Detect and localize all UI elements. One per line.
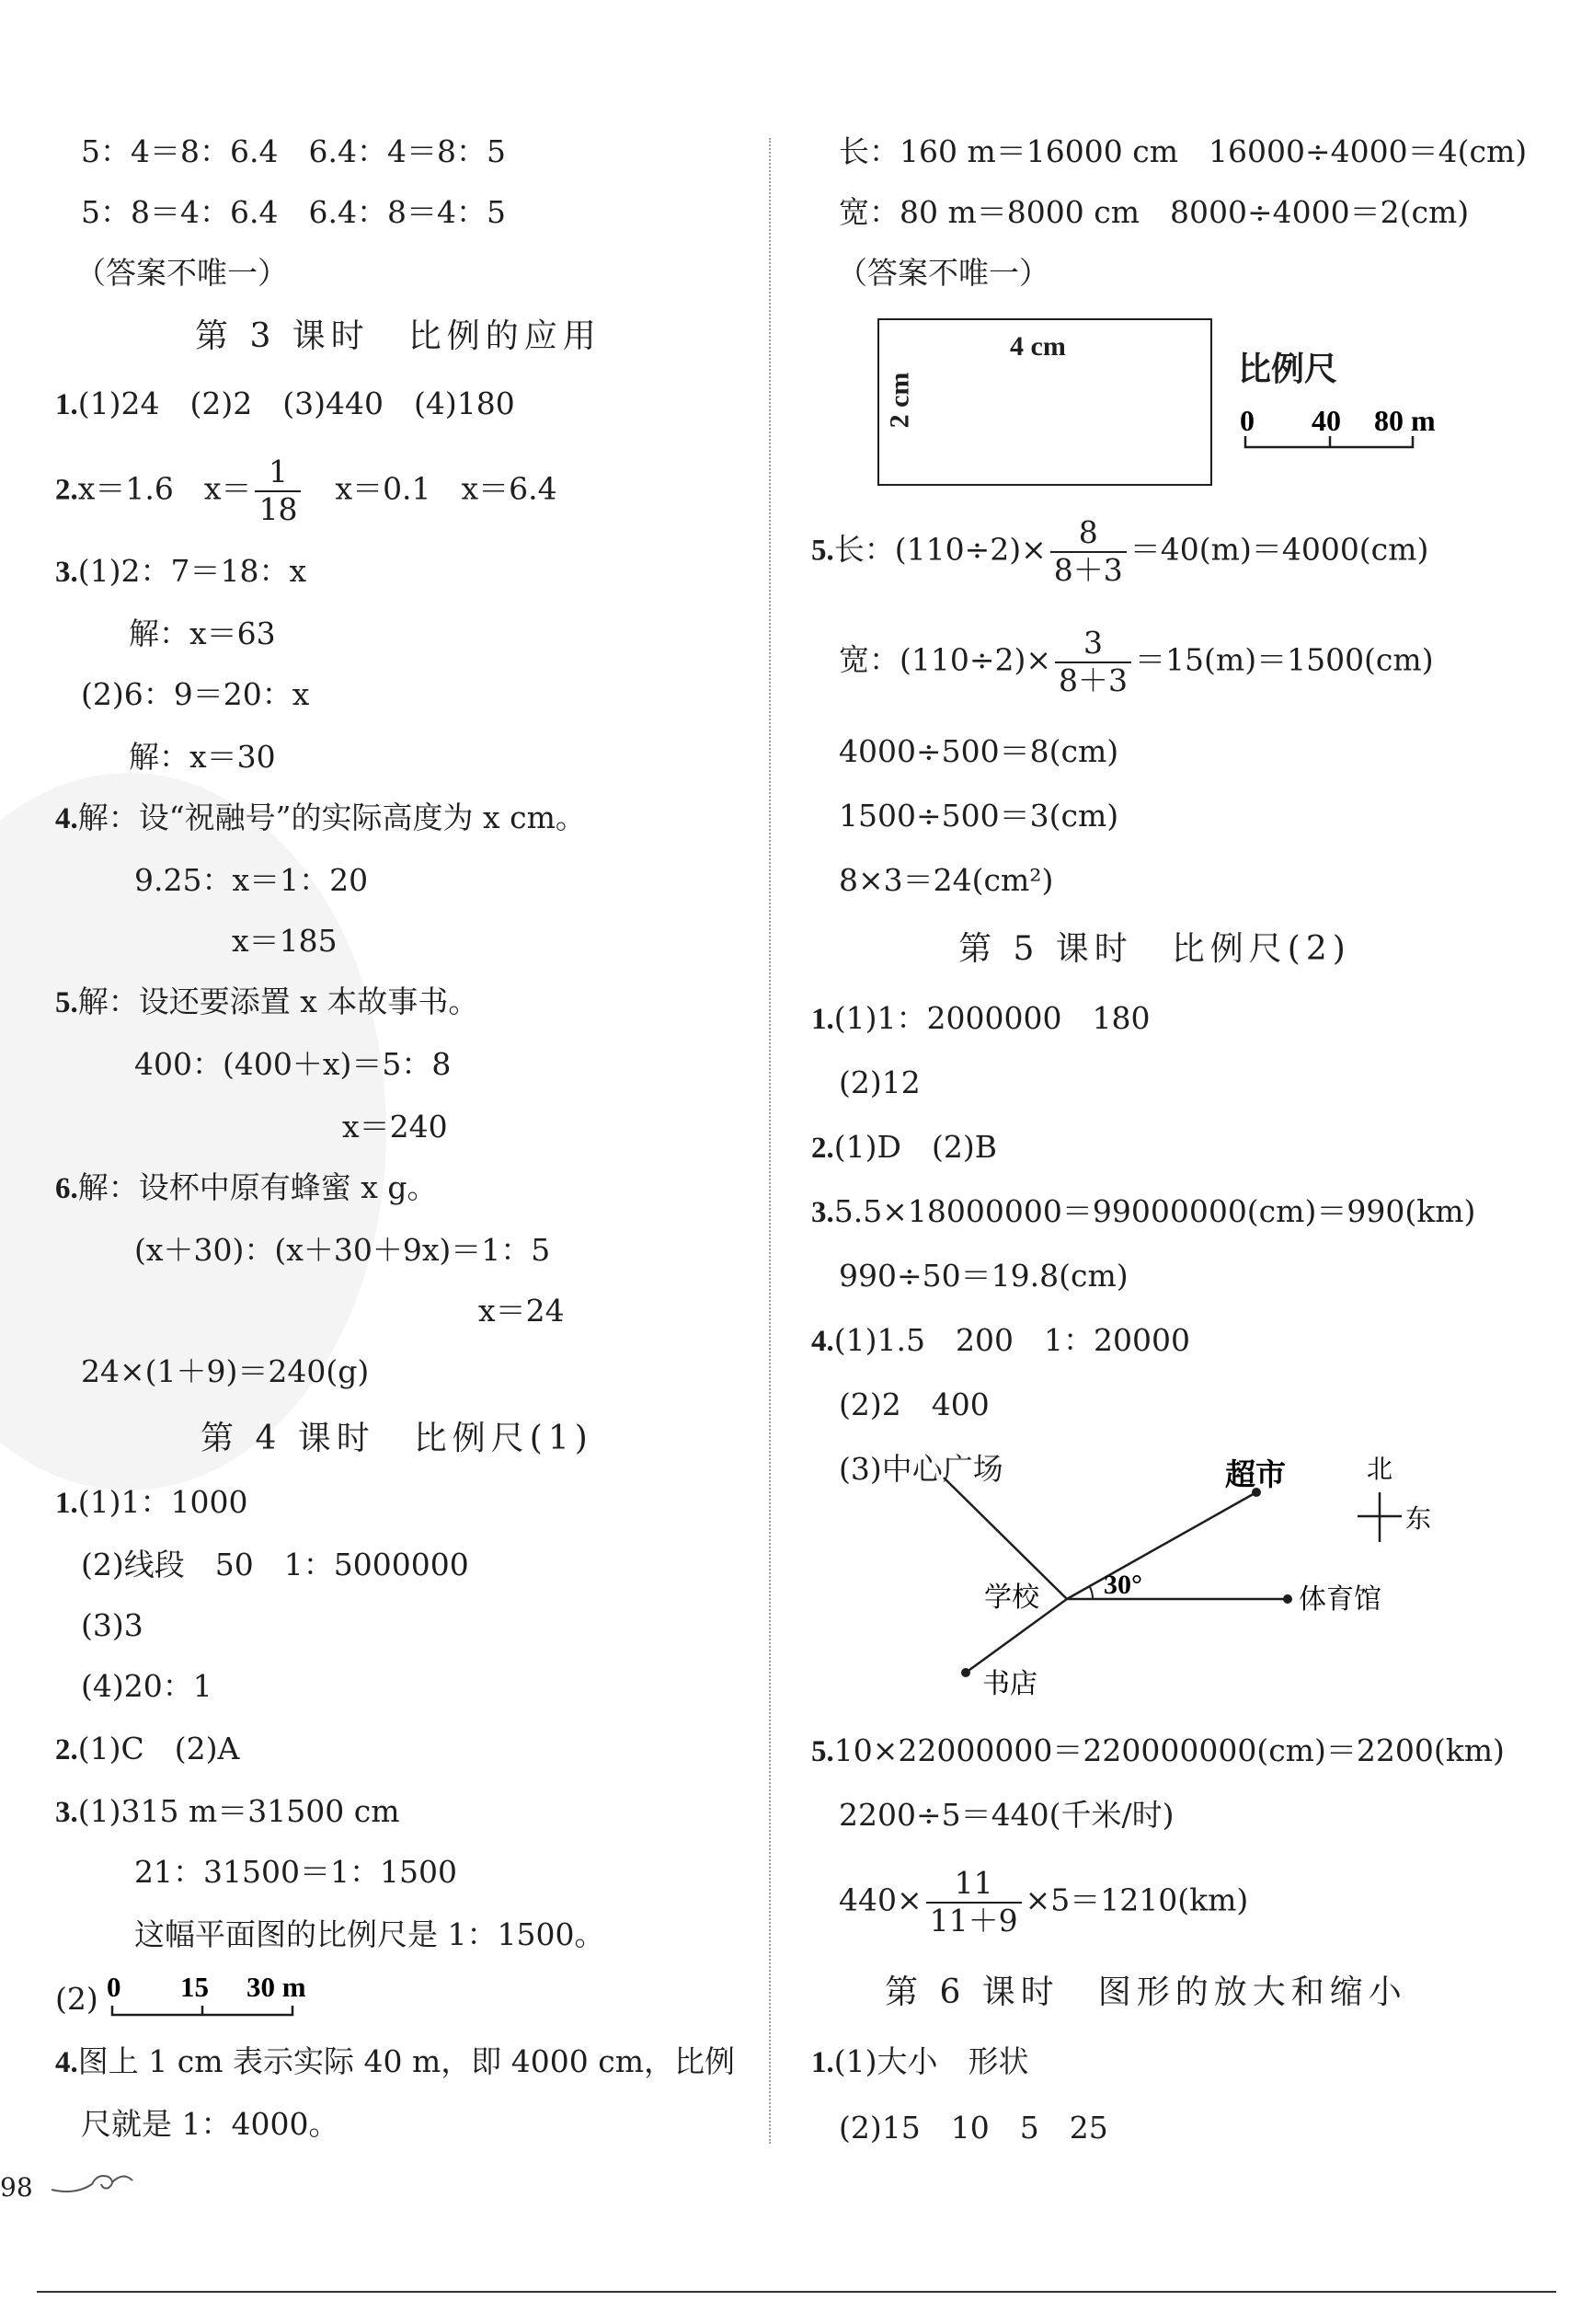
- question-number: 2.: [55, 1733, 78, 1766]
- answer-text: ＝15(m)＝1500(cm): [1135, 641, 1434, 678]
- answer-line: x＝240: [342, 1109, 448, 1145]
- bookstore-label: 书店: [982, 1668, 1037, 1700]
- ratio-line-1: 5：4＝8：6.4 6.4：4＝8：5: [81, 133, 506, 169]
- question-number: 4.: [55, 802, 78, 835]
- lesson4-question-4: [55, 2043, 735, 2079]
- lesson6-title: 第 6 课时 图形的放大和缩小: [885, 1973, 1407, 2011]
- question-3: [55, 553, 307, 589]
- answer-line: 8×3＝24(cm²): [839, 862, 1054, 898]
- answer-line: x＝24: [478, 1293, 565, 1329]
- question-number: 3.: [55, 1796, 78, 1829]
- question-number: 1.: [811, 2046, 834, 2079]
- fraction-denominator: 8＋3: [1059, 662, 1129, 698]
- question-number: 3.: [811, 1196, 834, 1229]
- path-to-supermarket: [1067, 1492, 1256, 1599]
- note-not-unique: （答案不唯一）: [837, 255, 1049, 291]
- answer-line: 解：x＝63: [129, 616, 276, 651]
- question-number: 5.: [55, 986, 78, 1019]
- answer-text: 解：设杯中原有蜂蜜 x g。: [77, 1169, 438, 1205]
- right-question-5b: [839, 627, 1434, 696]
- lesson5-question-5: [811, 1732, 1505, 1768]
- fraction: [1050, 514, 1127, 588]
- fraction: [1055, 627, 1131, 696]
- answer-line: (2)15 10 5 25: [839, 2110, 1108, 2146]
- answer-text: (1)D (2)B: [833, 1129, 997, 1165]
- answer-line: 1500÷500＝3(cm): [839, 798, 1119, 834]
- question-number: 1.: [811, 1003, 834, 1036]
- question-5: [55, 986, 478, 1018]
- lesson6-question-1: [811, 2043, 1029, 2079]
- scale-tick-label: 0: [1240, 404, 1255, 437]
- question-number: 1.: [55, 388, 78, 421]
- fraction: [926, 1865, 1022, 1939]
- answer-text: (1)1：2000000 180: [833, 1000, 1151, 1036]
- answer-text: (1)大小 形状: [833, 2043, 1029, 2079]
- gym-point: [1283, 1594, 1292, 1604]
- answer-text: ×5＝1210(km): [1025, 1881, 1249, 1918]
- question-number: 4.: [55, 2046, 78, 2079]
- answer-line: (3)中心广场: [839, 1451, 1003, 1487]
- question-6: [55, 1169, 438, 1205]
- answer-text: 长：(110÷2)×: [833, 531, 1047, 568]
- rectangle-length-label: 4 cm: [1010, 331, 1066, 362]
- question-number: 1.: [55, 1487, 78, 1520]
- fraction-denominator: 11＋9: [929, 1902, 1018, 1939]
- scale-bar-line: [112, 2006, 292, 2015]
- answer-text: 5.5×18000000＝99000000(cm)＝990(km): [833, 1193, 1476, 1229]
- answer-line-fraction: [839, 1865, 1249, 1939]
- fraction-numerator: 8: [1050, 517, 1127, 553]
- answer-line: 21：31500＝1：1500: [134, 1854, 457, 1890]
- answer-line: 这幅平面图的比例尺是 1：1500。: [134, 1916, 605, 1952]
- location-map: [828, 1444, 1472, 1711]
- lesson5-question-3: [811, 1193, 1476, 1229]
- lesson4-question-3: [55, 1793, 400, 1829]
- note-not-unique: （答案不唯一）: [75, 255, 288, 291]
- scale-tick-label: 80 m: [1374, 404, 1436, 437]
- fraction-denominator: 8＋3: [1053, 551, 1123, 588]
- answer-line: 解：x＝30: [129, 739, 276, 775]
- question-number: 2.: [55, 473, 78, 507]
- answer-text: (1)C (2)A: [77, 1731, 240, 1766]
- scale-tick-label: 0: [107, 1971, 121, 2003]
- question-number: 2.: [811, 1132, 834, 1165]
- answer-line: x＝185: [232, 923, 338, 959]
- answer-line: 990÷50＝19.8(cm): [839, 1258, 1129, 1294]
- fraction-numerator: 1: [255, 456, 301, 492]
- answer-text: 宽：(110÷2)×: [839, 641, 1052, 678]
- supermarket-label: 超市: [1225, 1456, 1286, 1492]
- lesson5-title: 第 5 课时 比例尺(2): [958, 930, 1351, 968]
- north-label: 北: [1367, 1454, 1393, 1484]
- answer-line: (4)20：1: [81, 1668, 212, 1704]
- lesson5-question-4: [811, 1322, 1190, 1358]
- answer-text: (1)24 (2)2 (3)440 (4)180: [77, 385, 515, 421]
- column-divider: [769, 138, 771, 2144]
- question-number: 4.: [811, 1325, 834, 1358]
- answer-line: 400：(400＋x)＝5：8: [134, 1046, 452, 1082]
- question-4: [55, 802, 586, 834]
- answer-line: 9.25：x＝1：20: [134, 862, 369, 898]
- scale-tick-label: 40: [1312, 404, 1341, 437]
- lesson5-question-2: [811, 1129, 997, 1165]
- question-number: 6.: [55, 1172, 78, 1205]
- answer-text: ＝40(m)＝4000(cm): [1129, 531, 1429, 568]
- scale-bar-line: [1245, 436, 1413, 447]
- scale-title: 比例尺: [1238, 351, 1338, 388]
- question-number: 5.: [811, 1735, 834, 1768]
- right-line: 长：160 m＝16000 cm 16000÷4000＝4(cm): [839, 133, 1528, 169]
- answer-text: x＝0.1 x＝6.4: [304, 470, 557, 507]
- east-label: 东: [1405, 1503, 1432, 1534]
- answer-text: 解：设还要添置 x 本故事书。: [77, 984, 479, 1019]
- answer-line: (x＋30)：(x＋30＋9x)＝1：5: [134, 1232, 551, 1268]
- answer-text: x＝1.6 x＝: [77, 470, 252, 507]
- fraction: [255, 456, 301, 525]
- answer-line-prefix: (2): [55, 1981, 98, 2017]
- answer-line: (2)线段 50 1：5000000: [81, 1547, 469, 1582]
- angle-arc: [1090, 1587, 1093, 1599]
- question-2: [55, 456, 557, 525]
- answer-text: (1)315 m＝31500 cm: [77, 1793, 400, 1829]
- question-1: [55, 385, 515, 421]
- answer-text: (1)2：7＝18：x: [77, 553, 307, 589]
- cloud-ornament-icon: [48, 2162, 140, 2199]
- answer-text: (1)1：1000: [77, 1484, 248, 1520]
- scale-tick-label: 15: [180, 1971, 209, 2003]
- ratio-line-2: 5：8＝4：6.4 6.4：8＝4：5: [81, 194, 506, 230]
- lesson3-title: 第 3 课时 比例的应用: [195, 317, 602, 355]
- scale-bar-large: [1236, 397, 1475, 456]
- answer-text: 图上 1 cm 表示实际 40 m，即 4000 cm，比例: [77, 2043, 735, 2079]
- rectangle-width-label: 2 cm: [884, 372, 915, 429]
- answer-text: 解：设“祝融号”的实际高度为 x cm。: [77, 800, 586, 835]
- answer-line: 尺就是 1：4000。: [81, 2106, 339, 2142]
- school-label: 学校: [984, 1582, 1039, 1614]
- answer-line: (3)3: [81, 1607, 143, 1643]
- bottom-rule: [37, 2291, 1556, 2293]
- page-number: 98: [0, 2172, 33, 2203]
- fraction-numerator: 3: [1055, 627, 1131, 663]
- gym-label: 体育馆: [1299, 1583, 1381, 1616]
- fraction-denominator: 18: [258, 490, 298, 527]
- scaled-rectangle: [877, 318, 1212, 486]
- question-number: 5.: [811, 534, 834, 568]
- lesson5-question-1: [811, 1000, 1151, 1036]
- lesson4-question-1: [55, 1484, 248, 1520]
- question-number: 3.: [55, 556, 78, 589]
- scale-bar-small: [103, 1967, 342, 2022]
- answer-line: (2)6：9＝20：x: [81, 676, 310, 712]
- lesson4-title: 第 4 课时 比例尺(1): [201, 1420, 593, 1457]
- bookstore-point: [961, 1668, 970, 1677]
- answer-line: (2)2 400: [839, 1386, 990, 1422]
- scale-tick-label: 30 m: [246, 1971, 306, 2003]
- answer-text: 10×22000000＝220000000(cm)＝2200(km): [833, 1732, 1505, 1768]
- answer-text: (1)1.5 200 1：20000: [833, 1322, 1190, 1358]
- answer-line: 2200÷5＝440(千米/时): [839, 1797, 1175, 1833]
- answer-line: 24×(1＋9)＝240(g): [81, 1353, 370, 1389]
- answer-text: 440×: [839, 1881, 923, 1918]
- answer-line: (2)12: [839, 1064, 921, 1100]
- right-question-5a: [811, 514, 1429, 588]
- angle-label: 30°: [1104, 1570, 1142, 1600]
- right-line: 宽：80 m＝8000 cm 8000÷4000＝2(cm): [839, 194, 1470, 230]
- lesson4-question-2: [55, 1733, 239, 1766]
- fraction-numerator: 11: [926, 1868, 1022, 1904]
- answer-line: 4000÷500＝8(cm): [839, 733, 1119, 769]
